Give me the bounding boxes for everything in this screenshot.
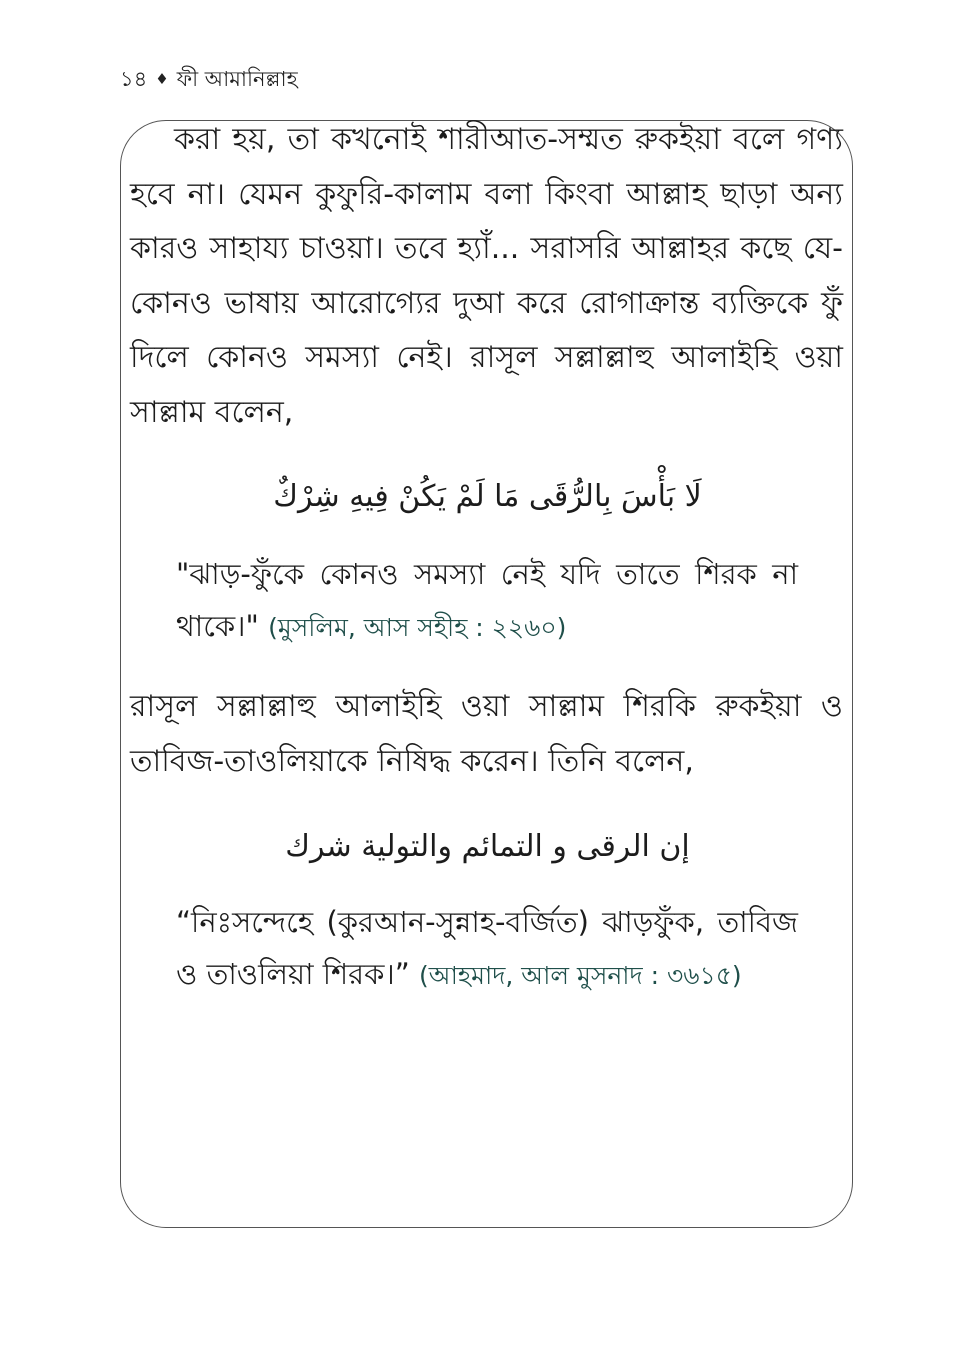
hadith-1-translation: "ঝাড়-ফুঁকে কোনও সমস্যা নেই যদি তাতে শিরক না থাকে।" bbox=[176, 557, 798, 643]
hadith-2-citation: (আহমাদ, আল মুসনাদ : ৩৬১৫) bbox=[419, 961, 742, 990]
diamond-separator-icon: ♦ bbox=[155, 70, 169, 88]
body-paragraph-1: করা হয়, তা কখনোই শারীআত-সম্মত রুকইয়া বলে গণ্য হবে না। যেমন কুফুরি-কালাম বলা কিংবা আল্লাহ ছাড়া অন্য কারও সাহায্য চাওয়া। তবে হ্যাঁ... সরাসরি আল্লাহর কছে যে-কোনও ভাষায় আরোগ্যের দুআ করে রোগাক্রান্ত ব্যক্তিকে ফুঁ দিলে কোনও সমস্যা নেই। রাসূল সল্লাল্লাহু আলাইহি ওয়া সাল্লাম বলেন, bbox=[130, 122, 843, 430]
hadith-2-block bbox=[176, 896, 798, 1002]
body-paragraph-2: রাসূল সল্লাল্লাহু আলাইহি ওয়া সাল্লাম শিরকি রুকইয়া ও তাবিজ-তাওলিয়াকে নিষিদ্ধ করেন। তিনি বলেন, bbox=[130, 689, 843, 779]
book-title: ফী আমানিল্লাহ bbox=[176, 67, 298, 91]
hadith-2-arabic: إن الرقى و التمائم والتولية شرك bbox=[285, 829, 690, 864]
running-header bbox=[120, 64, 298, 94]
hadith-1-arabic: لَا بَأْسَ بِالرُّقَى مَا لَمْ يَكُنْ فِيهِ شِرْكٌ bbox=[273, 479, 702, 514]
hadith-2-translation: “নিঃসন্দেহে (কুরআন-সুন্নাহ-বর্জিত) ঝাড়ফুঁক, তাবিজ ও তাওলিয়া শিরক।” bbox=[176, 905, 798, 991]
hadith-1-block bbox=[176, 548, 798, 654]
hadith-1-citation: (মুসলিম, আস সহীহ : ২২৬০) bbox=[268, 613, 567, 642]
page-number: ১৪ bbox=[120, 67, 148, 91]
